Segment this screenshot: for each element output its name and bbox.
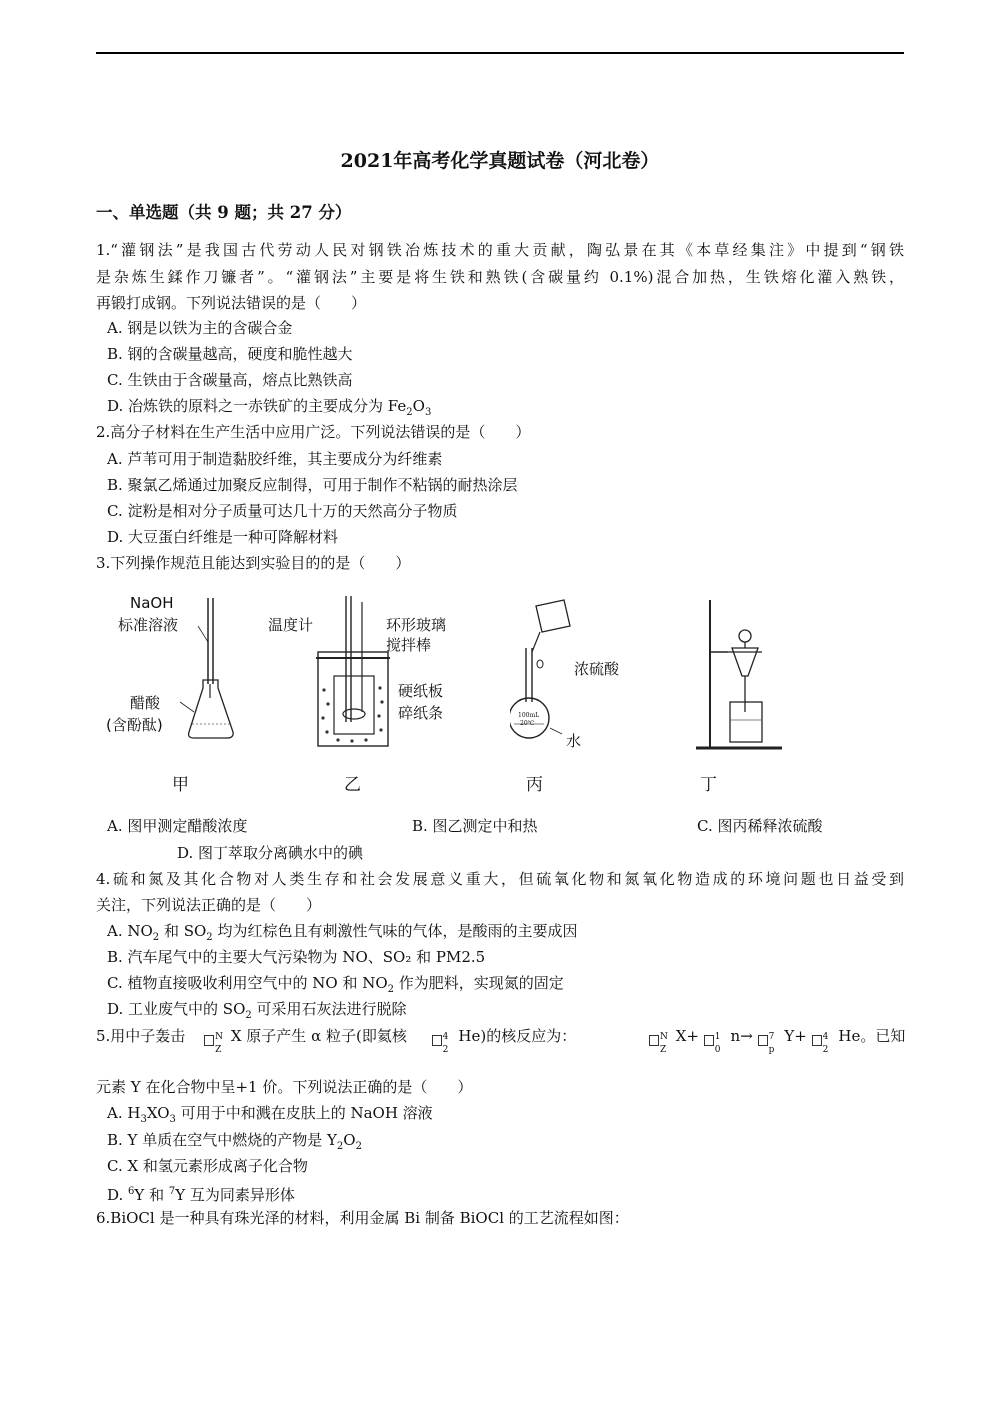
fig-bing-text-sulfuric-acid: 浓硫酸 [574, 660, 620, 678]
q2-option-c: C. 淀粉是相对分子质量可达几十万的天然高分子物质 [107, 502, 458, 520]
q5-stem-line-1: 5.用中子轰击 N Z X 原子产生 α 粒子(即氦核 4 2 He)的核反应为： N Z X+ 1 0 n→ 7 p Y+ 4 2 He。已知 [96, 1027, 906, 1055]
fig-jia-text-standard: 标准溶液 [118, 616, 179, 634]
section-heading: 一、单选题（共 9 题；共 27 分） [96, 203, 352, 222]
nuclide-symbol: N Z [649, 1027, 671, 1053]
q3-option-a: A. 图甲测定醋酸浓度 [107, 817, 248, 835]
header-rule [96, 52, 904, 54]
nuclide-symbol: 7 p [758, 1027, 780, 1053]
q4-option-a: A. $NO_2$ 和 $SO_2$ 均为红棕色且有刺激性气味的气体，是酸雨的主要成因 [107, 922, 578, 943]
q4-option-c: C. 植物直接吸收利用空气中的 NO 和 $NO_2$ 作为肥料，实现氮的固定 [107, 974, 564, 995]
q3-stem: 3.下列操作规范且能达到实验目的的是（ ） [96, 554, 411, 572]
q4-option-b: B. 汽车尾气中的主要大气污染物为 NO、SO₂ 和 PM2.5 [107, 948, 486, 966]
fig-yi-label: 乙 [344, 775, 361, 795]
q6-stem: 6.BiOCl 是一种具有珠光泽的材料，利用金属 Bi 制备 BiOCl 的工艺流程如图： [96, 1209, 629, 1227]
q1-stem-line-3: 再锻打成钢。下列说法错误的是（ ） [96, 294, 367, 312]
q4-option-d: D. 工业废气中的 $SO_2$ 可采用石灰法进行脱除 [107, 1000, 407, 1021]
q4-stem-line-1: 4.硫和氮及其化合物对人类生存和社会发展意义重大，但硫氧化物和氮氧化物造成的环境问题也日益受到 [96, 870, 904, 888]
page-title: 2021年高考化学真题试卷（河北卷） [340, 150, 660, 172]
nuclide-symbol: 4 2 [432, 1027, 454, 1053]
nuclide-symbol: N Z [204, 1027, 226, 1053]
q2-option-d: D. 大豆蛋白纤维是一种可降解材料 [107, 528, 339, 546]
nuclide-symbol: 1 0 [704, 1027, 726, 1053]
q5-option-b: B. Y 单质在空气中燃烧的产物是 $Y_2O_2$ [107, 1131, 362, 1152]
fig-bing-text-temp: 20℃ [520, 720, 535, 727]
separatory-funnel-icon [692, 592, 800, 752]
q3-option-b: B. 图乙测定中和热 [412, 817, 538, 835]
figure-yi [268, 592, 478, 804]
fig-yi-text-paper-scraps: 碎纸条 [398, 704, 444, 722]
q3-option-d: D. 图丁萃取分离碘水中的碘 [177, 844, 364, 862]
q5-stem-line-2: 元素 Y 在化合物中呈+1 价。下列说法正确的是（ ） [96, 1078, 473, 1096]
fig-yi-text-thermometer: 温度计 [268, 616, 314, 634]
q4-stem-line-2: 关注，下列说法正确的是（ ） [96, 896, 322, 914]
fig-yi-text-glass-ring: 环形玻璃 [386, 616, 447, 634]
fig-bing-text-water: 水 [566, 732, 582, 750]
q2-option-a: A. 芦苇可用于制造黏胶纤维，其主要成分为纤维素 [107, 450, 443, 468]
q2-stem: 2.高分子材料在生产生活中应用广泛。下列说法错误的是（ ） [96, 423, 531, 441]
q1-option-b: B. 钢的含碳量越高，硬度和脆性越大 [107, 345, 353, 363]
fig-ding-label: 丁 [700, 775, 717, 795]
q1-option-d: D. 冶炼铁的原料之一赤铁矿的主要成分为 $Fe_2O_3$ [107, 397, 432, 418]
q1-option-a: A. 钢是以铁为主的含碳合金 [107, 319, 293, 337]
fig-yi-text-stirrer: 搅拌棒 [386, 636, 432, 654]
figure-jia [100, 592, 260, 804]
q1-option-c: C. 生铁由于含碳量高，熔点比熟铁高 [107, 371, 353, 389]
q3-option-c: C. 图丙稀释浓硫酸 [697, 817, 823, 835]
figure-ding [692, 592, 800, 804]
fig-bing-label: 丙 [526, 775, 543, 795]
fig-jia-text-acid: 醋酸 [130, 694, 161, 712]
figure-bing [510, 592, 660, 804]
q1-stem-line-2: 是杂炼生鍒作刀镰者”。“灌钢法”主要是将生铁和熟铁(含碳量约 0.1%)混合加热，生铁熔化灌入熟铁， [96, 268, 904, 286]
q1-stem-line-1: 1.“灌钢法”是我国古代劳动人民对钢铁冶炼技术的重大贡献，陶弘景在其《本草经集注》中提到“钢铁 [96, 241, 904, 259]
q5-option-a: A. $H_3XO_3$ 可用于中和溅在皮肤上的 NaOH 溶液 [107, 1104, 433, 1125]
q5-option-c: C. X 和氢元素形成离子化合物 [107, 1157, 308, 1175]
nuclide-symbol: 4 2 [812, 1027, 834, 1053]
fig-jia-label: 甲 [172, 775, 189, 795]
fig-jia-text-indicator: (含酚酞) [106, 716, 163, 734]
q5-option-d: D. $^6$Y 和 $^7$Y 互为同素异形体 [107, 1186, 295, 1204]
fig-yi-text-cardboard: 硬纸板 [398, 682, 444, 700]
fig-bing-text-volume: 100mL [518, 712, 540, 719]
q2-option-b: B. 聚氯乙烯通过加聚反应制得，可用于制作不粘锅的耐热涂层 [107, 476, 518, 494]
fig-jia-text-naoh: NaOH [130, 594, 174, 612]
q3-apparatus-figures [100, 592, 800, 804]
